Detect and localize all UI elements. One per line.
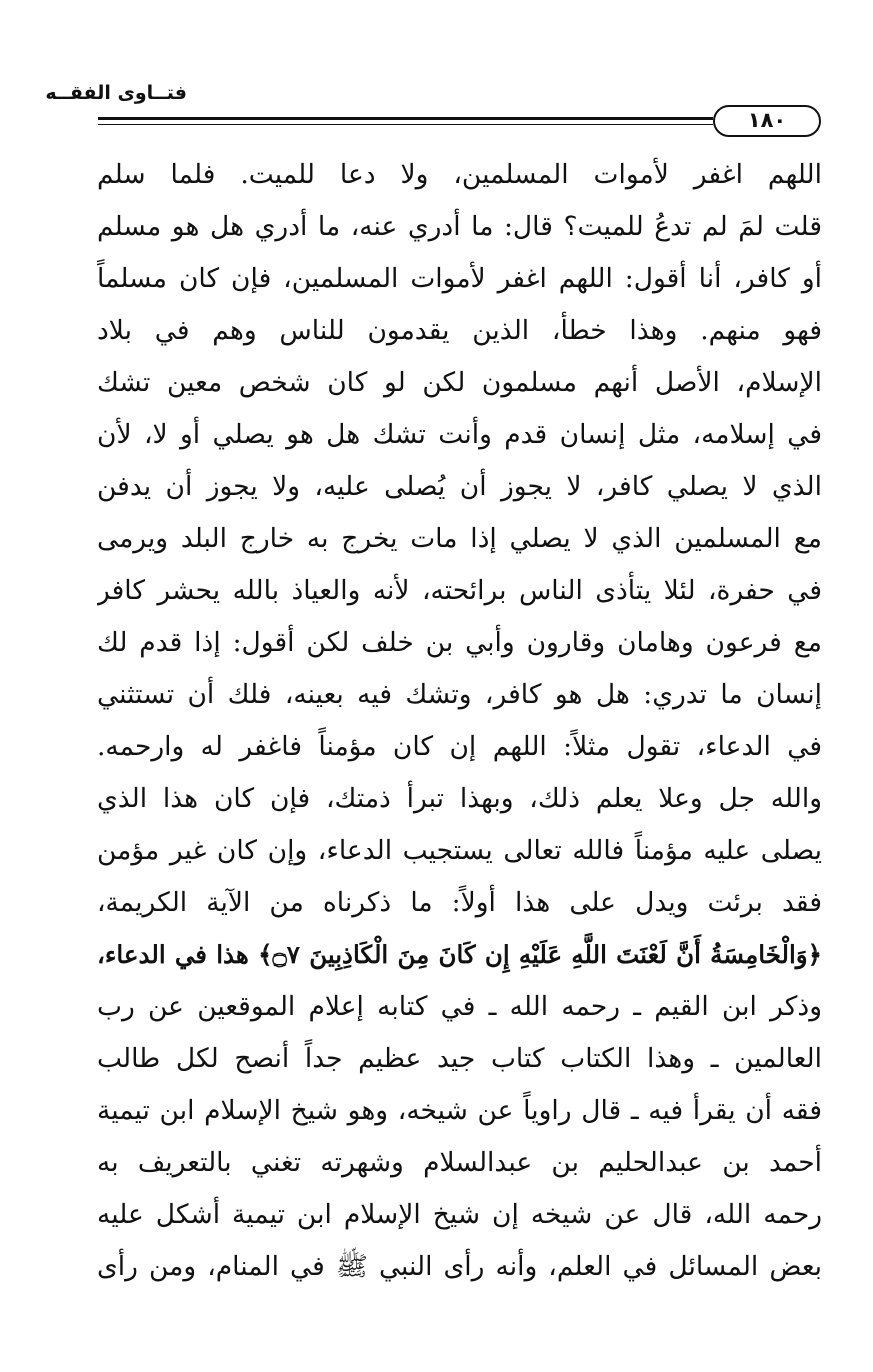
- text-line: اللهم اغفر لأموات المسلمين، ولا دعا للميت. فلما سلم: [97, 159, 822, 190]
- book-title: فتــاوى الفقــه: [45, 82, 187, 104]
- text-line: أحمد بن عبدالحليم بن عبدالسلام وشهرته تغني بالتعريف به: [97, 1147, 822, 1178]
- text-line: العالمين ـ وهذا الكتاب كتاب جيد عظيم جداً أنصح لكل طالب: [97, 1043, 822, 1074]
- text-line: مع فرعون وهامان وقارون وأبي بن خلف لكن أقول: إذا قدم لك: [97, 627, 822, 658]
- page-header: [0, 0, 873, 140]
- text-line: الذي لا يصلي كافر، لا يجوز أن يُصلى عليه، ولا يجوز أن يدفن: [97, 471, 822, 502]
- text-line: في حفرة، لئلا يتأذى الناس برائحته، لأنه والعياذ بالله يحشر كافر: [97, 575, 822, 606]
- text-line: يصلى عليه مؤمناً فالله تعالى يستجيب الدعاء، وإن كان غير مؤمن: [97, 835, 822, 866]
- text-line: فقد برئت ويدل على هذا أولاً: ما ذكرناه من الآية الكريمة،: [97, 887, 822, 918]
- text-line: إنسان ما تدري: هل هو كافر، وتشك فيه بعينه، فلك أن تستثني: [97, 679, 822, 710]
- text-line: أو كافر، أنا أقول: اللهم اغفر لأموات المسلمين، فإن كان مسلماً: [97, 263, 822, 294]
- quran-verse-line: ﴿وَالْخَامِسَةُ أَنَّ لَعْنَتَ اللَّهِ عَلَيْهِ إِن كَانَ مِنَ الْكَاذِبِينَ ۝٧﴾ هذا في الدعاء،: [97, 940, 822, 969]
- text-line: في الدعاء، تقول مثلاً: اللهم إن كان مؤمناً فاغفر له وارحمه.: [97, 731, 822, 762]
- text-line: قلت لمَ لم تدعُ للميت؟ قال: ما أدري عنه، ما أدري هل هو مسلم: [97, 211, 822, 242]
- text-line: فهو منهم. وهذا خطأ، الذين يقدمون للناس وهم في بلاد: [97, 315, 822, 346]
- page-number: ١٨٠: [713, 105, 821, 137]
- header-rule-thick: [98, 117, 713, 120]
- header-rule-thin: [98, 124, 713, 125]
- text-line: رحمه الله، قال عن شيخه إن شيخ الإسلام ابن تيمية أشكل عليه: [97, 1199, 822, 1230]
- text-line: والله جل وعلا يعلم ذلك، وبهذا تبرأ ذمتك، فإن كان هذا الذي: [97, 783, 822, 814]
- text-line: بعض المسائل في العلم، وأنه رأى النبي ﷺ في المنام، ومن رأى: [97, 1251, 822, 1282]
- text-line: الإسلام، الأصل أنهم مسلمون لكن لو كان شخص معين تشك: [97, 367, 822, 398]
- text-line: مع المسلمين الذي لا يصلي إذا مات يخرج به خارج البلد ويرمى: [97, 523, 822, 554]
- page-body: [97, 149, 822, 1293]
- text-line: فقه أن يقرأ فيه ـ قال راوياً عن شيخه، وهو شيخ الإسلام ابن تيمية: [97, 1095, 822, 1126]
- text-line: في إسلامه، مثل إنسان قدم وأنت تشك هل هو يصلي أو لا، لأن: [97, 419, 822, 450]
- text-line: وذكر ابن القيم ـ رحمه الله ـ في كتابه إعلام الموقعين عن رب: [97, 991, 822, 1022]
